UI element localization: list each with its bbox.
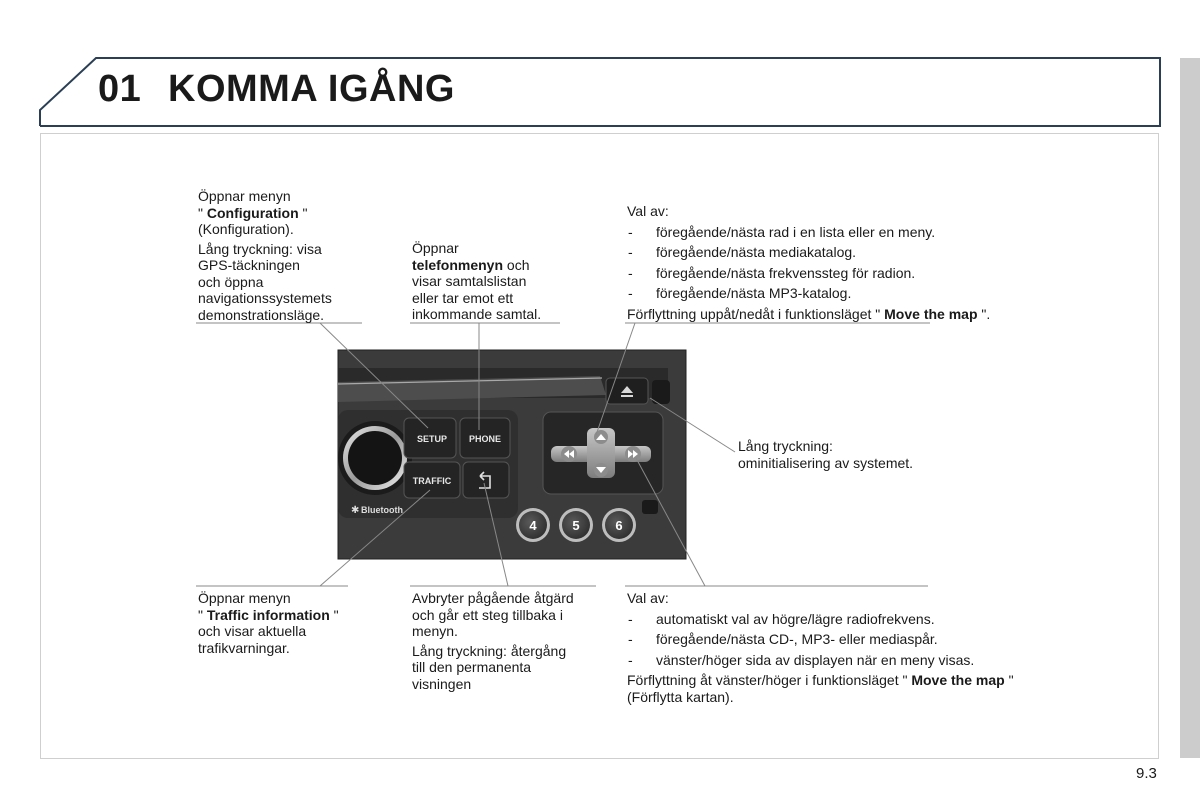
chapter-title: KOMMA IGÅNG	[168, 68, 455, 110]
phone-button[interactable]	[460, 418, 510, 458]
setup-callout	[198, 188, 332, 323]
preset-label-5: 5	[572, 518, 580, 533]
eject-callout: Lång tryckning: ominitialisering av systemet.	[738, 438, 914, 471]
preset-button-5[interactable]	[559, 508, 593, 542]
setup-callout-line1: Öppnar menyn	[198, 188, 291, 204]
phone-callout-line1: Öppnar	[412, 240, 459, 256]
left-right-intro: Val av:	[627, 590, 669, 606]
setup-callout-line3: (Konfiguration).	[198, 221, 294, 237]
chapter-number: 01	[98, 68, 142, 110]
list-item: - föregående/nästa frekvenssteg för radion.	[628, 264, 916, 281]
traffic-button[interactable]	[404, 462, 460, 498]
preset-button-4[interactable]	[516, 508, 550, 542]
bluetooth-label: Bluetooth	[361, 505, 403, 515]
back-callout-longpress: Lång tryckning: återgång till den permanenta visningen	[412, 642, 567, 692]
down-button[interactable]	[594, 463, 608, 477]
up-down-callout	[627, 203, 990, 322]
traffic-callout: Öppnar menyn " Traffic information " och visar aktuella trafikvarningar.	[198, 590, 339, 656]
traffic-callout-line1: Öppnar menyn	[198, 590, 291, 606]
setup-label: SETUP	[416, 434, 448, 444]
setup-callout-config: " Configuration "	[198, 204, 308, 221]
preset-label-6: 6	[615, 518, 623, 533]
up-down-intro: Val av:	[627, 203, 669, 219]
left-right-move-map: Förflyttning åt vänster/höger i funktionsläget " Move the map "	[627, 672, 1014, 688]
preset-label-4: 4	[529, 518, 537, 533]
up-button[interactable]	[594, 430, 608, 444]
list-item: - föregående/nästa CD-, MP3- eller mediaspår.	[628, 631, 938, 647]
list-item: - föregående/nästa rad i en lista eller en meny.	[628, 223, 936, 240]
back-callout: Avbryter pågående åtgärd och går ett steg tillbaka i menyn. Lång tryckning: återgång till den permanenta visningen	[412, 590, 574, 692]
bluetooth-icon: ✱	[351, 505, 360, 516]
list-item: - automatiskt val av högre/lägre radiofrekvens.	[628, 610, 935, 627]
setup-callout-longpress: Lång tryckning: visa GPS-täckningen och öppna navigationssystemets demonstrationsläge.	[198, 240, 332, 323]
page-number: 9.3	[1136, 765, 1157, 782]
eject-button[interactable]	[606, 378, 648, 404]
traffic-callout-bold: " Traffic information "	[198, 606, 339, 623]
phone-label: PHONE	[468, 434, 502, 444]
list-item: - vänster/höger sida av displayen när en meny visas.	[628, 651, 975, 668]
traffic-label: TRAFFIC	[412, 476, 452, 486]
list-item: - föregående/nästa mediakatalog.	[628, 244, 857, 260]
rewind-button[interactable]	[561, 446, 577, 462]
fast-forward-button[interactable]	[625, 446, 641, 462]
preset-button-6[interactable]	[602, 508, 636, 542]
phone-callout: Öppnar telefonmenyn och visar samtalslistan eller tar emot ett inkommande samtal.	[412, 240, 542, 322]
phone-callout-bold: telefonmenyn och	[412, 256, 530, 273]
setup-button[interactable]	[404, 418, 456, 458]
left-right-callout: Val av: - automatiskt val av högre/lägre radiofrekvens. - föregående/nästa CD-, MP3- eller mediaspår. - vänster/höger sida av displayen när en meny visas. Förflyttning åt vänster/höger i funktionsläget " Move the map " (Förflytta kartan).	[627, 590, 1014, 705]
list-item: - föregående/nästa MP3-katalog.	[628, 285, 852, 301]
volume-knob[interactable]	[338, 421, 412, 495]
up-down-move-map: Förflyttning uppåt/nedåt i funktionsläget " Move the map ".	[627, 305, 991, 322]
